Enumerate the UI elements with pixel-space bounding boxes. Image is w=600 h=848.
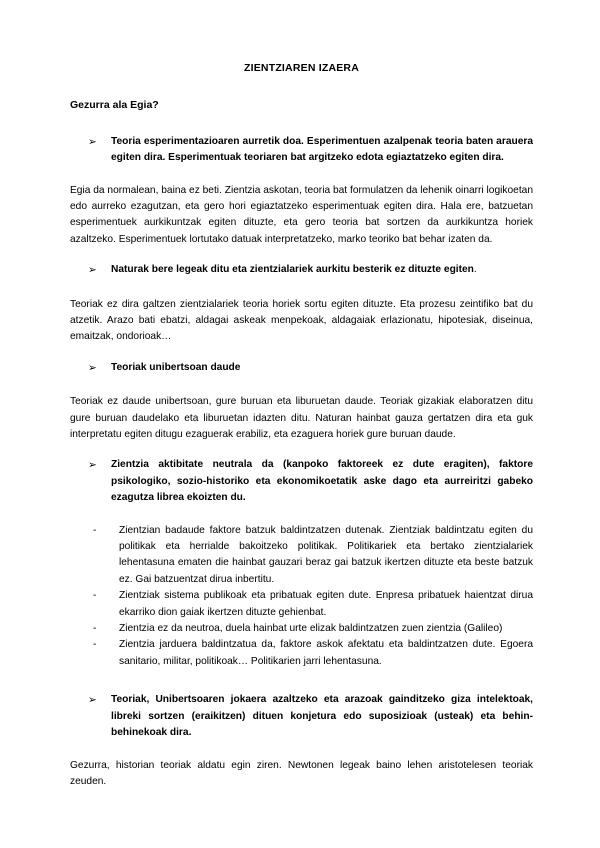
dash-list (70, 523, 533, 671)
dash-bullet-icon: - (93, 590, 97, 602)
arrow-bullet-item-2 (70, 262, 533, 278)
list-item-text: Zientzian badaude faktore batzuk baldintzatzen dutenak. Zientziak baldintzatu egiten du politikak eta herrialde bakoitzeko politikak. Politikariek eta bertako zientzialariek lehentasuna ematen die hainbat gauzari beraz gai batzuk ikertzen dituzte eta beste batzuk ez. Gai batzuentzat dirua inbertitu. (119, 524, 533, 585)
list-item-text: Zientzia ez da neutroa, duela hainbat urte elizak baldintzatzen zuen zientzia (Galileo) (119, 623, 503, 635)
list-item (70, 621, 533, 637)
paragraph-3: Teoriak ez daude unibertsoan, gure buruan eta liburuetan daude. Teoriak gizakiak elaboratzen ditu gure buruan daudelako eta liburuetan idazten ditu. Naturan hainbat gauza gertatzen dira eta guk interpretatu egiten ditugu ezaguerak erabiliz, eta ezaguera horiek gure buruan daude. (70, 396, 533, 440)
arrow-bullet-text-2-trailing-period: . (473, 264, 477, 276)
arrow-bullet-text-1: Teoria esperimentazioaren aurretik doa. Esperimentuen azalpenak teoria baten arauera egiten dira. Esperimentuak teoriaren bat argitzeko edota egiaztatzeko egiten dira. (111, 135, 533, 164)
arrow-bullet-text-5: Teoriak, Unibertsoaren jokaera azaltzeko eta arazoak gainditzeko giza intelektoak, libreki sortzen (eraikitzen) dituen konjetura edo suposizioak (usteak) eta behin-behinekoak dira. (111, 694, 533, 739)
arrow-bullet-item-1 (70, 134, 533, 167)
section-heading-gezurra-ala-egia: Gezurra ala Egia? (70, 98, 159, 111)
arrow-bullet-icon: ➢ (88, 264, 97, 277)
list-item (70, 523, 533, 589)
arrow-bullet-icon: ➢ (88, 694, 97, 707)
arrow-bullet-text-2: Naturak bere legeak ditu eta zientzialariek aurkitu besterik ez dituzte egiten (111, 264, 474, 276)
list-item-text: Zientziak sistema publikoak eta pribatuak egiten dute. Enpresa pribatuek haientzat dirua ekarriko dion gaiak ikertzen dituzte gehienbat. (119, 590, 533, 618)
paragraph-1: Egia da normalean, baina ez beti. Zientzia askotan, teoria bat formulatzen da lehenik oinarri logikoetan edo aurreko ezagutzan, eta gero hori egiaztatzeko esperimentuak egiten dira. Hala ere, batzuetan esperimentuek aurkikuntzak egiten dituzte, eta gero teoria bat sortzen da aurkikuntza horiek azaltzeko. Esperimentuek lortutako datuak interpretatzeko, marko teoriko bat behar izaten da. (70, 184, 533, 245)
dash-bullet-icon: - (93, 524, 97, 536)
arrow-bullet-item-5 (70, 692, 533, 741)
arrow-bullet-icon: ➢ (88, 361, 97, 374)
page-title: ZIENTZIAREN IZAERA (243, 62, 359, 74)
arrow-bullet-item-3 (70, 360, 533, 376)
list-item (70, 637, 533, 670)
arrow-bullet-item-4 (70, 457, 533, 506)
list-item (70, 588, 533, 621)
dash-bullet-icon: - (93, 639, 97, 651)
paragraph-2: Teoriak ez dira galtzen zientzialariek teoria horiek sortu egiten dituzte. Eta prozesu zeintifiko bat du atzetik. Arazo bati ebatzi, aldagai askeak menpekoak, aldagaiak erlazionatu, hipotesiak, diseinua, emaitzak, ondorioak… (70, 298, 533, 343)
arrow-bullet-icon: ➢ (88, 135, 97, 148)
arrow-bullet-icon: ➢ (88, 459, 97, 472)
list-item-text: Zientzia jarduera baldintzatua da, faktore askok afektatu eta baldintzatzen dute. Egoera sanitario, militar, politikoak… Politikarien jarri lehentasuna. (119, 639, 533, 667)
paragraph-4: Gezurra, historian teoriak aldatu egin ziren. Newtonen legeak baino lehen aristotelesen teoriak zeuden. (70, 759, 533, 787)
arrow-bullet-text-4: Zientzia aktibitate neutrala da (kanpoko faktoreek ez dute eragiten), faktore psikologiko, sozio-historiko eta ekonomikoetatik aske dago eta aurreiritzi gabeko ezagutza librea ekoizten du. (111, 459, 533, 504)
dash-bullet-icon: - (93, 623, 97, 635)
arrow-bullet-text-3: Teoriak unibertsoan daude (111, 361, 241, 373)
